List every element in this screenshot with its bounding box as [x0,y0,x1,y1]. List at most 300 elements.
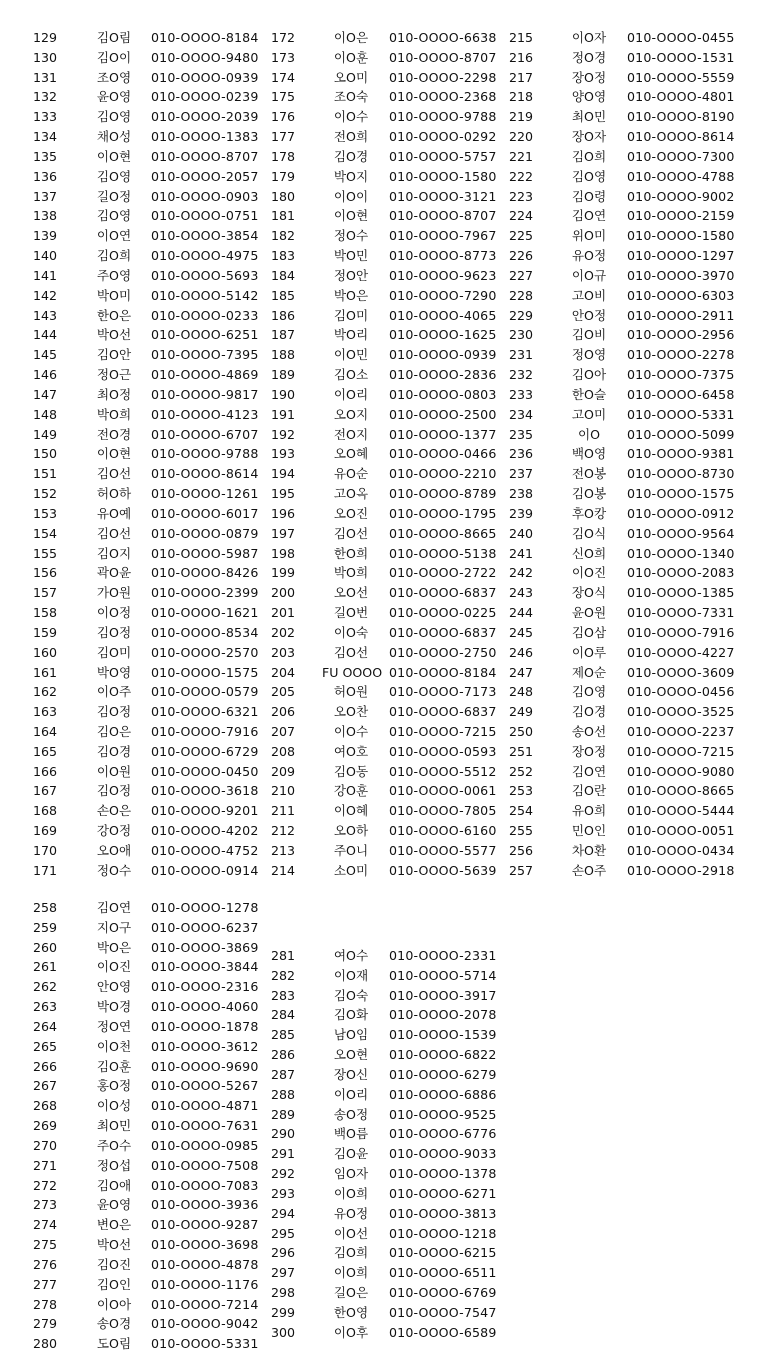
contact-name: 남O임 [333,1027,369,1043]
phone-number: 010-OOOO-7805 [389,803,497,819]
row-number: 167 [33,783,58,799]
phone-number: 010-OOOO-6321 [151,704,259,720]
contact-name: 이O리 [333,1086,369,1102]
contact-name: 이O루 [571,644,607,660]
phone-number: 010-OOOO-2399 [151,585,259,601]
contact-name: 이O현 [96,446,132,462]
row-number: 237 [509,466,534,482]
row-number: 172 [271,30,296,45]
phone-number: 010-OOOO-5987 [151,545,259,561]
phone-number: 010-OOOO-9033 [389,1146,497,1162]
contact-name: 지O구 [96,919,132,935]
contact-name: 오O혜 [333,446,369,462]
row-number: 240 [509,525,534,541]
phone-number: 010-OOOO-9564 [627,525,735,541]
contact-name: 이O수 [333,109,369,125]
row-number: 211 [271,803,296,819]
row-number: 288 [271,1086,296,1102]
row-number: 281 [271,948,296,963]
phone-number: 010-OOOO-1625 [389,327,497,343]
contact-name: 홍O정 [96,1078,132,1094]
contact-name: 채O성 [96,129,132,145]
row-number: 205 [271,684,296,700]
phone-number: 010-OOOO-8707 [151,148,259,164]
row-number: 263 [33,999,58,1015]
contact-name: 김O경 [333,148,369,164]
row-number: 225 [509,228,534,244]
contact-name: 조O숙 [333,89,369,105]
phone-number: 010-OOOO-0912 [627,505,735,521]
contact-name: 김O영 [571,168,607,184]
contact-name: 윤O영 [96,89,132,105]
row-number: 188 [271,347,296,363]
phone-number: 010-OOOO-5267 [151,1078,259,1094]
contact-name: 전O경 [96,426,132,442]
contact-name: 허O하 [96,486,132,502]
contact-name: 김O영 [96,168,132,184]
contact-name: 오O하 [333,823,369,839]
row-number: 201 [271,605,296,621]
row-number: 158 [33,605,58,621]
phone-number: 010-OOOO-8190 [627,109,735,125]
phone-number: 010-OOOO-5714 [389,967,497,983]
contact-name: 길O정 [96,188,132,204]
phone-number: 010-OOOO-2956 [627,327,735,343]
row-number: 157 [33,585,58,601]
contact-name: 이O아 [96,1296,132,1312]
row-number: 197 [271,525,296,541]
phone-number: 010-OOOO-7508 [151,1157,259,1173]
contact-name: 김O윤 [333,1146,369,1162]
phone-number: 010-OOOO-9381 [627,446,735,462]
contact-name: 김O영 [96,109,132,125]
row-number: 166 [33,763,58,779]
row-number: 300 [271,1324,296,1340]
phone-number: 010-OOOO-3612 [151,1038,259,1054]
phone-number: 010-OOOO-3844 [151,959,259,975]
contact-name: 유O예 [96,505,132,521]
contact-name: 김O연 [96,900,132,915]
row-number: 148 [33,406,58,422]
contact-name: 이O이 [333,188,369,204]
phone-number: 010-OOOO-8773 [389,248,497,264]
contact-name: 이O주 [96,684,132,700]
contact-name: 송O경 [96,1316,132,1332]
row-number: 254 [509,803,534,819]
row-number: 217 [509,69,534,85]
row-number: 153 [33,505,58,521]
phone-number: 010-OOOO-2237 [627,723,735,739]
phone-number: 010-OOOO-2331 [389,948,497,963]
row-number: 252 [509,763,534,779]
phone-number: 010-OOOO-1580 [627,228,735,244]
row-number: 271 [33,1157,58,1173]
row-number: 179 [271,168,296,184]
contact-name: 오O미 [333,69,369,85]
row-number: 290 [271,1126,296,1142]
contact-name: 송O정 [333,1106,369,1122]
phone-number: 010-OOOO-6271 [389,1185,497,1201]
phone-number: 010-OOOO-0903 [151,188,259,204]
contact-name: 주O영 [96,267,132,283]
phone-number: 010-OOOO-6458 [627,386,735,402]
row-number: 286 [271,1047,296,1063]
contact-name: 박O영 [96,664,132,680]
row-number: 180 [271,188,296,204]
row-number: 259 [33,919,58,935]
phone-number: 010-OOOO-5331 [151,1336,259,1352]
contact-name: 전O봉 [571,466,607,482]
contact-name: 김O이 [96,49,132,65]
phone-number: 010-OOOO-0985 [151,1137,259,1153]
phone-number: 010-OOOO-8614 [151,466,259,482]
row-number: 141 [33,267,58,283]
row-number: 264 [33,1018,58,1034]
contact-name: 손O주 [571,862,607,878]
contact-name: 송O선 [571,723,607,739]
row-number: 275 [33,1237,58,1253]
contact-name: 김O정 [96,704,132,720]
row-number: 130 [33,49,58,65]
row-number: 250 [509,723,534,739]
contact-name: 백O름 [333,1126,369,1142]
row-number: 284 [271,1007,296,1023]
phone-number: 010-OOOO-4065 [389,307,497,323]
row-number: 144 [33,327,58,343]
phone-number: 010-OOOO-6822 [389,1047,497,1063]
row-number: 249 [509,704,534,720]
contact-name: 안O영 [96,979,132,995]
contact-name: 유O정 [333,1205,369,1221]
row-number: 230 [509,327,534,343]
row-number: 161 [33,664,58,680]
contact-name: 가O원 [96,585,132,601]
row-number: 156 [33,565,58,581]
phone-number: 010-OOOO-3854 [151,228,259,244]
row-number: 260 [33,939,58,955]
row-number: 176 [271,109,296,125]
phone-number: 010-OOOO-7395 [151,347,259,363]
contact-name: 김O안 [96,347,132,363]
row-number: 236 [509,446,534,462]
phone-number: 010-OOOO-8707 [389,49,497,65]
phone-number: 010-OOOO-7547 [389,1304,497,1320]
phone-number: 010-OOOO-2057 [151,168,259,184]
phone-number: 010-OOOO-2316 [151,979,259,995]
row-number: 155 [33,545,58,561]
row-number: 168 [33,803,58,819]
phone-number: 010-OOOO-5577 [389,842,497,858]
row-number: 294 [271,1205,296,1221]
phone-number: 010-OOOO-6638 [389,30,497,45]
row-number: 277 [33,1276,58,1292]
phone-number: 010-OOOO-0914 [151,862,259,878]
contact-name: 길O번 [333,605,369,621]
phone-number: 010-OOOO-9042 [151,1316,259,1332]
row-number: 190 [271,386,296,402]
row-number: 295 [271,1225,296,1241]
phone-number: 010-OOOO-4801 [627,89,735,105]
row-number: 212 [271,823,296,839]
row-number: 134 [33,129,58,145]
phone-number: 010-OOOO-3869 [151,939,259,955]
phone-number: 010-OOOO-0803 [389,386,497,402]
row-number: 138 [33,208,58,224]
phone-number: 010-OOOO-4227 [627,644,735,660]
row-number: 195 [271,486,296,502]
row-number: 183 [271,248,296,264]
row-number: 276 [33,1256,58,1272]
contact-name: 이O훈 [333,49,369,65]
row-number: 137 [33,188,58,204]
phone-number: 010-OOOO-7215 [389,723,497,739]
contact-name: 이O리 [333,386,369,402]
row-number: 297 [271,1265,296,1281]
phone-number: 010-OOOO-2039 [151,109,259,125]
phone-number: 010-OOOO-3698 [151,1237,259,1253]
contact-name: 김O정 [96,624,132,640]
contact-name: 박O희 [96,406,132,422]
row-number: 214 [271,862,296,878]
phone-number: 010-OOOO-8184 [151,30,259,45]
phone-number: 010-OOOO-4123 [151,406,259,422]
phone-number: 010-OOOO-6837 [389,704,497,720]
phone-number: 010-OOOO-5757 [389,148,497,164]
contact-name: 김O미 [96,644,132,660]
row-number: 272 [33,1177,58,1193]
phone-number: 010-OOOO-2836 [389,367,497,383]
row-number: 282 [271,967,296,983]
contact-name: 김O봉 [571,486,607,502]
contact-name: 김O지 [96,545,132,561]
contact-name: 최O정 [96,386,132,402]
contact-name: 이O정 [96,605,132,621]
phone-number: 010-OOOO-1385 [627,585,735,601]
contact-name: 이O진 [571,565,607,581]
row-number: 173 [271,49,296,65]
contact-name: 김O희 [571,148,607,164]
row-number: 206 [271,704,296,720]
row-number: 274 [33,1217,58,1233]
row-number: 255 [509,823,534,839]
phone-number: 010-OOOO-1297 [627,248,735,264]
phone-number: 010-OOOO-2298 [389,69,497,85]
contact-name: 이O숙 [333,624,369,640]
contact-name: 오O애 [96,842,132,858]
contact-name: 한O은 [96,307,132,323]
row-number: 191 [271,406,296,422]
row-number: 203 [271,644,296,660]
row-number: 262 [33,979,58,995]
contact-name: 안O정 [571,307,607,323]
row-number: 257 [509,862,534,878]
contact-name: 후O캉 [571,505,607,521]
phone-number: 010-OOOO-7083 [151,1177,259,1193]
contact-name: 강O정 [96,823,132,839]
row-number: 279 [33,1316,58,1332]
contact-name: 여O수 [333,948,369,963]
row-number: 221 [509,148,534,164]
row-number: 208 [271,743,296,759]
row-number: 246 [509,644,534,660]
row-number: 253 [509,783,534,799]
row-number: 162 [33,684,58,700]
contact-name: 오O지 [333,406,369,422]
phone-number: 010-OOOO-0939 [151,69,259,85]
contact-name: 이O은 [333,30,369,45]
row-number: 268 [33,1098,58,1114]
row-number: 243 [509,585,534,601]
phone-number: 010-OOOO-0751 [151,208,259,224]
row-number: 265 [33,1038,58,1054]
row-number: 241 [509,545,534,561]
row-number: 154 [33,525,58,541]
phone-number: 010-OOOO-4060 [151,999,259,1015]
contact-name: 김O경 [571,704,607,720]
contact-name: 제O순 [571,664,607,680]
contact-name: 김O선 [96,525,132,541]
row-number: 239 [509,505,534,521]
row-number: 133 [33,109,58,125]
phone-number: 010-OOOO-7916 [151,723,259,739]
row-number: 256 [509,842,534,858]
phone-number: 010-OOOO-1340 [627,545,735,561]
phone-number: 010-OOOO-5693 [151,267,259,283]
contact-name: 이O혜 [333,803,369,819]
contact-name: 이O민 [333,347,369,363]
row-number: 270 [33,1137,58,1153]
phone-number: 010-OOOO-8534 [151,624,259,640]
contact-name: 장O식 [571,585,607,601]
phone-number: 010-OOOO-6776 [389,1126,497,1142]
phone-number: 010-OOOO-7215 [627,743,735,759]
row-number: 175 [271,89,296,105]
phone-number: 010-OOOO-2159 [627,208,735,224]
row-number: 139 [33,228,58,244]
phone-number: 010-OOOO-3936 [151,1197,259,1213]
contact-name: 이O원 [96,763,132,779]
phone-number: 010-OOOO-0051 [627,823,735,839]
row-number: 229 [509,307,534,323]
row-number: 135 [33,148,58,164]
phone-number: 010-OOOO-6237 [151,919,259,935]
contact-name: 김O애 [96,1177,132,1193]
row-number: 216 [509,49,534,65]
phone-number: 010-OOOO-8184 [389,664,497,680]
row-number: 247 [509,664,534,680]
phone-number: 010-OOOO-7173 [389,684,497,700]
row-number: 152 [33,486,58,502]
contact-name: 이O수 [333,723,369,739]
row-number: 143 [33,307,58,323]
contact-name: 김O진 [96,1256,132,1272]
phone-number: 010-OOOO-0879 [151,525,259,541]
contact-name: 이O자 [571,30,607,45]
contact-name: 최O민 [571,109,607,125]
phone-number: 010-OOOO-9623 [389,267,497,283]
row-number: 200 [271,585,296,601]
row-number: 258 [33,900,58,915]
phone-number: 010-OOOO-9817 [151,386,259,402]
row-number: 177 [271,129,296,145]
contact-name: 도O림 [96,1336,132,1352]
row-number: 219 [509,109,534,125]
row-number: 269 [33,1118,58,1134]
phone-number: 010-OOOO-4869 [151,367,259,383]
row-number: 213 [271,842,296,858]
phone-number: 010-OOOO-3970 [627,267,735,283]
contact-name: 한O슬 [571,386,607,402]
phone-number: 010-OOOO-0456 [627,684,735,700]
row-number: 131 [33,69,58,85]
phone-number: 010-OOOO-0939 [389,347,497,363]
contact-name: 정O수 [96,862,132,878]
contact-name: 신O희 [571,545,607,561]
phone-number: 010-OOOO-3525 [627,704,735,720]
phone-number: 010-OOOO-2911 [627,307,735,323]
row-number: 223 [509,188,534,204]
contact-name: 김O아 [571,367,607,383]
contact-name: 윤O영 [96,1197,132,1213]
row-number: 187 [271,327,296,343]
contact-name: 이O재 [333,967,369,983]
contact-name: 고O옥 [333,486,369,502]
phone-number: 010-OOOO-0061 [389,783,497,799]
row-number: 150 [33,446,58,462]
row-number: 242 [509,565,534,581]
contact-name: 김O연 [571,208,607,224]
row-number: 186 [271,307,296,323]
contact-name: 길O은 [333,1285,369,1301]
phone-number: 010-OOOO-0455 [627,30,735,45]
contact-name: 이O선 [333,1225,369,1241]
phone-number: 010-OOOO-6886 [389,1086,497,1102]
phone-number: 010-OOOO-0233 [151,307,259,323]
phone-number: 010-OOOO-9201 [151,803,259,819]
contact-name: 이O규 [571,267,607,283]
phone-number: 010-OOOO-1176 [151,1276,259,1292]
row-number: 142 [33,287,58,303]
contact-name: 김O숙 [333,987,369,1003]
row-number: 192 [271,426,296,442]
contact-name: 이O [577,426,601,442]
contact-name: 차O환 [571,842,607,858]
row-number: 228 [509,287,534,303]
row-number: 231 [509,347,534,363]
phone-number: 010-OOOO-9788 [389,109,497,125]
contact-name: 정O영 [571,347,607,363]
contact-name: 김O희 [96,248,132,264]
contact-name: 이O성 [96,1098,132,1114]
contact-name: 박O경 [96,999,132,1015]
phone-number: 010-OOOO-7631 [151,1118,259,1134]
contact-name: FU OOOO [322,664,383,680]
contact-name: 정O근 [96,367,132,383]
row-number: 129 [33,30,58,45]
contact-name: 김O영 [96,208,132,224]
contact-name: 김O림 [96,30,132,45]
contact-name: 박O미 [96,287,132,303]
phone-number: 010-OOOO-0225 [389,605,497,621]
contact-name: 유O순 [333,466,369,482]
row-number: 293 [271,1185,296,1201]
row-number: 280 [33,1336,58,1352]
phone-number: 010-OOOO-8426 [151,565,259,581]
contact-name: 최O민 [96,1118,132,1134]
contact-name: 고O미 [571,406,607,422]
phone-number: 010-OOOO-9788 [151,446,259,462]
phone-number: 010-OOOO-5099 [627,426,735,442]
